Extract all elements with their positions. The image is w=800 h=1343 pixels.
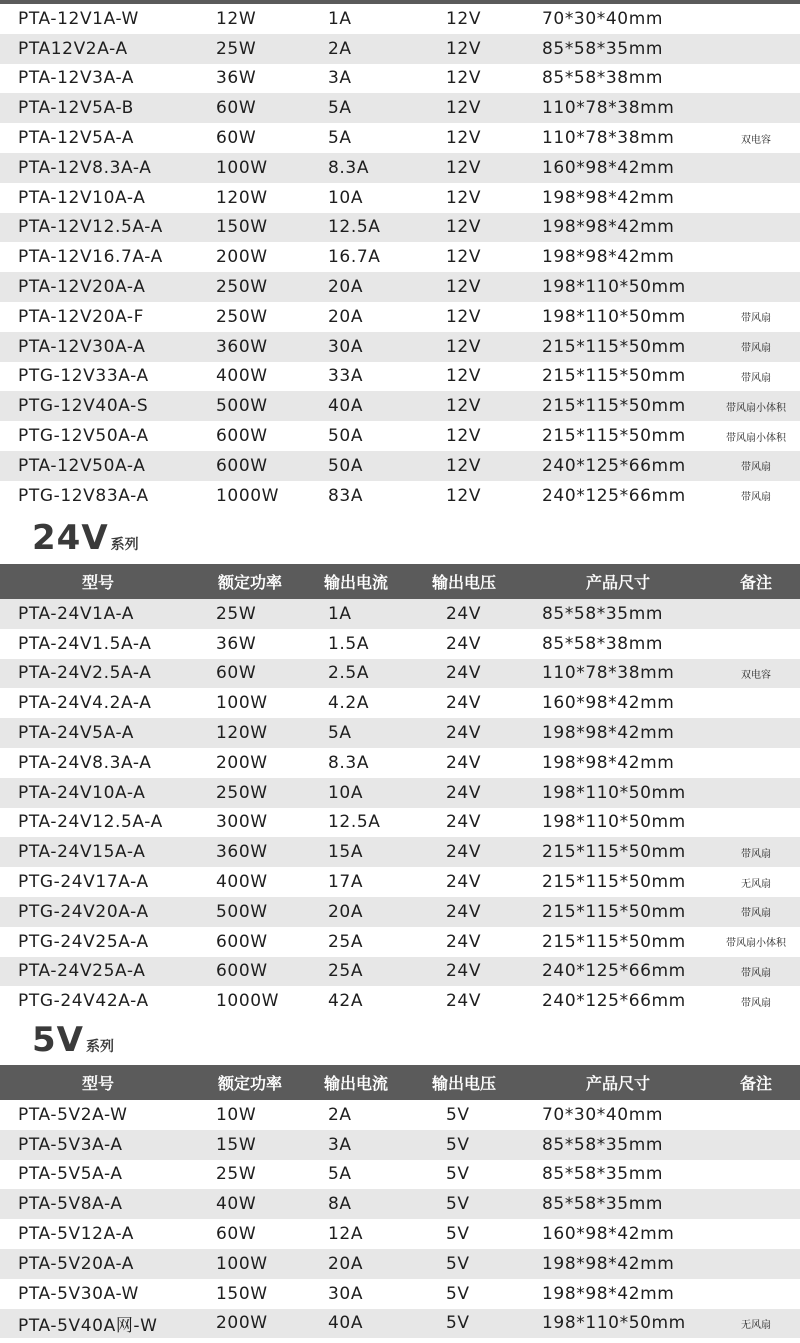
- table-cell: PTG-12V33A-A: [18, 366, 149, 387]
- table-cell: 120W: [216, 187, 268, 208]
- table-cell: 带风扇: [741, 492, 771, 504]
- table-cell: 198*110*50mm: [542, 782, 686, 803]
- table-cell: 110*78*38mm: [542, 128, 675, 149]
- table-cell: 60W: [216, 128, 257, 149]
- header-cell: 输出电流: [323, 573, 388, 592]
- table-cell: 85*58*35mm: [542, 1164, 664, 1185]
- table-row: [0, 1160, 800, 1190]
- table-header: [0, 1065, 800, 1100]
- table-cell: 30A: [328, 336, 364, 357]
- table-row: [0, 4, 800, 34]
- table-cell: PTA-24V1A-A: [18, 603, 135, 624]
- section-title-5v: [32, 1020, 114, 1060]
- table-cell: 24V: [446, 842, 482, 863]
- table-cell: 36W: [216, 68, 257, 89]
- table-cell: 12V: [446, 426, 482, 447]
- table-cell: 198*110*50mm: [542, 812, 686, 833]
- table-cell: 12V: [446, 336, 482, 357]
- table-row: [0, 867, 800, 897]
- table-cell: 160*98*42mm: [542, 693, 675, 714]
- table-cell: 50A: [328, 455, 364, 476]
- table-cell: 250W: [216, 782, 268, 803]
- table-cell: PTA12V2A-A: [18, 38, 128, 59]
- table-row: [0, 362, 800, 392]
- table-cell: 215*115*50mm: [542, 872, 686, 893]
- table-cell: 带风扇小体积: [726, 938, 786, 950]
- table-cell: 200W: [216, 752, 268, 773]
- table-cell: PTG-12V50A-A: [18, 426, 149, 447]
- header-cell: 备注: [739, 573, 772, 592]
- table-row: [0, 123, 800, 153]
- table-cell: 100W: [216, 693, 268, 714]
- table-cell: 5V: [446, 1224, 470, 1245]
- table-cell: 40A: [328, 1313, 364, 1334]
- table-cell: PTG-24V42A-A: [18, 991, 149, 1012]
- table-cell: 240*125*66mm: [542, 485, 686, 506]
- table-row: [0, 1189, 800, 1219]
- table-cell: 250W: [216, 306, 268, 327]
- table-cell: 215*115*50mm: [542, 901, 686, 922]
- table-cell: PTA-12V20A-A: [18, 277, 146, 298]
- table-cell: 24V: [446, 812, 482, 833]
- table-cell: 83A: [328, 485, 364, 506]
- table-cell: PTG-12V83A-A: [18, 485, 149, 506]
- table-cell: 120W: [216, 723, 268, 744]
- table-row: [0, 242, 800, 272]
- table-cell: 5V: [446, 1134, 470, 1155]
- table-cell: PTA-12V20A-F: [18, 306, 144, 327]
- table-cell: 带风扇: [741, 313, 771, 325]
- table-cell: 24V: [446, 991, 482, 1012]
- table-cell: PTA-24V5A-A: [18, 723, 135, 744]
- table-cell: 2A: [328, 1104, 352, 1125]
- table-cell: 25W: [216, 1164, 257, 1185]
- table-cell: 12V: [446, 396, 482, 417]
- table-cell: 600W: [216, 931, 268, 952]
- table-cell: 360W: [216, 336, 268, 357]
- table-cell: 带风扇: [741, 343, 771, 355]
- table-cell: 5A: [328, 723, 352, 744]
- table-row: [0, 64, 800, 94]
- table-cell: 12V: [446, 366, 482, 387]
- table-cell: 24V: [446, 693, 482, 714]
- table-cell: 25A: [328, 931, 364, 952]
- table-cell: 12V: [446, 8, 482, 29]
- table-cell: 17A: [328, 872, 364, 893]
- table-cell: 1A: [328, 8, 352, 29]
- table-cell: 400W: [216, 872, 268, 893]
- table-row: [0, 837, 800, 867]
- table-row: [0, 451, 800, 481]
- table-cell: PTA-24V10A-A: [18, 782, 146, 803]
- table-cell: 30A: [328, 1283, 364, 1304]
- table-cell: 带风扇: [741, 848, 771, 860]
- table-row: [0, 302, 800, 332]
- table-row: [0, 957, 800, 987]
- table-cell: 198*98*42mm: [542, 247, 675, 268]
- table-cell: 5V: [446, 1194, 470, 1215]
- table-cell: 5V: [446, 1253, 470, 1274]
- table-cell: 24V: [446, 961, 482, 982]
- table-cell: 12V: [446, 277, 482, 298]
- table-cell: 85*58*35mm: [542, 1134, 664, 1155]
- table-cell: 25A: [328, 961, 364, 982]
- table-cell: 双电容: [741, 669, 771, 681]
- table-cell: 12V: [446, 68, 482, 89]
- table-cell: 85*58*38mm: [542, 633, 664, 654]
- table-cell: 带风扇: [741, 372, 771, 384]
- table-cell: 5V: [446, 1313, 470, 1334]
- table-row: [0, 599, 800, 629]
- table-cell: 240*125*66mm: [542, 455, 686, 476]
- table-cell: 带风扇: [741, 967, 771, 979]
- table-row: [0, 183, 800, 213]
- table-cell: 5V: [446, 1283, 470, 1304]
- header-cell: 输出电流: [323, 1074, 388, 1093]
- table-cell: 1000W: [216, 485, 280, 506]
- table-cell: 150W: [216, 1283, 268, 1304]
- table-cell: 110*78*38mm: [542, 663, 675, 684]
- table-cell: 600W: [216, 426, 268, 447]
- table-cell: 12V: [446, 247, 482, 268]
- header-cell: 型号: [81, 1074, 114, 1093]
- table-cell: 5A: [328, 98, 352, 119]
- table-cell: PTA-12V5A-B: [18, 98, 134, 119]
- table-cell: 360W: [216, 842, 268, 863]
- table-row: [0, 718, 800, 748]
- header-cell: 型号: [81, 573, 114, 592]
- table-row: [0, 1279, 800, 1309]
- table-row: [0, 1100, 800, 1130]
- table-cell: PTA-12V1A-W: [18, 8, 139, 29]
- table-cell: 300W: [216, 812, 268, 833]
- table-cell: 40W: [216, 1194, 257, 1215]
- table-cell: 198*98*42mm: [542, 1283, 675, 1304]
- table-cell: 5A: [328, 1164, 352, 1185]
- table-row: [0, 34, 800, 64]
- table-cell: 50A: [328, 426, 364, 447]
- table-cell: 带风扇: [741, 462, 771, 474]
- table-cell: PTA-24V2.5A-A: [18, 663, 152, 684]
- table-row: [0, 1219, 800, 1249]
- table-12v-series: [0, 4, 800, 511]
- table-cell: 1A: [328, 603, 352, 624]
- table-cell: 600W: [216, 961, 268, 982]
- table-cell: PTA-12V5A-A: [18, 128, 135, 149]
- table-cell: PTA-24V1.5A-A: [18, 633, 152, 654]
- table-cell: 8.3A: [328, 157, 370, 178]
- table-cell: 85*58*35mm: [542, 38, 664, 59]
- table-cell: 12V: [446, 306, 482, 327]
- table-cell: PTG-24V25A-A: [18, 931, 149, 952]
- table-cell: 12V: [446, 98, 482, 119]
- table-cell: 12V: [446, 217, 482, 238]
- table-cell: PTA-5V5A-A: [18, 1164, 123, 1185]
- table-cell: PTA-12V16.7A-A: [18, 247, 163, 268]
- table-row: [0, 897, 800, 927]
- table-cell: 198*110*50mm: [542, 1313, 686, 1334]
- table-cell: 2.5A: [328, 663, 370, 684]
- table-header: [0, 564, 800, 599]
- table-cell: 85*58*35mm: [542, 603, 664, 624]
- table-cell: 3A: [328, 68, 352, 89]
- table-cell: PTA-24V4.2A-A: [18, 693, 152, 714]
- table-cell: 215*115*50mm: [542, 931, 686, 952]
- table-cell: 250W: [216, 277, 268, 298]
- table-cell: 60W: [216, 1224, 257, 1245]
- table-row: [0, 93, 800, 123]
- header-cell: 输出电压: [431, 1074, 496, 1093]
- table-cell: 24V: [446, 663, 482, 684]
- table-cell: 33A: [328, 366, 364, 387]
- section-title-suffix: 系列: [110, 537, 139, 553]
- table-cell: 240*125*66mm: [542, 991, 686, 1012]
- table-cell: 160*98*42mm: [542, 1224, 675, 1245]
- table-cell: 24V: [446, 603, 482, 624]
- table-row: [0, 688, 800, 718]
- table-cell: 198*98*42mm: [542, 723, 675, 744]
- header-cell: 额定功率: [217, 1074, 282, 1093]
- table-cell: 8.3A: [328, 752, 370, 773]
- table-cell: 带风扇: [741, 997, 771, 1009]
- section-title-main: 24V: [32, 518, 109, 558]
- table-cell: 12V: [446, 187, 482, 208]
- table-cell: PTA-5V2A-W: [18, 1104, 128, 1125]
- table-cell: 12V: [446, 485, 482, 506]
- table-cell: 200W: [216, 247, 268, 268]
- table-row: [0, 808, 800, 838]
- table-cell: 24V: [446, 872, 482, 893]
- table-cell: 10W: [216, 1104, 257, 1125]
- table-row: [0, 1309, 800, 1339]
- table-cell: PTA-24V15A-A: [18, 842, 146, 863]
- section-title-24v: [32, 518, 139, 558]
- table-cell: 215*115*50mm: [542, 426, 686, 447]
- table-cell: 12.5A: [328, 217, 381, 238]
- table-cell: 215*115*50mm: [542, 366, 686, 387]
- table-cell: 24V: [446, 633, 482, 654]
- table-row: [0, 272, 800, 302]
- table-cell: 24V: [446, 782, 482, 803]
- header-cell: 备注: [739, 1074, 772, 1093]
- table-cell: 100W: [216, 1253, 268, 1274]
- table-cell: 带风扇: [741, 908, 771, 920]
- table-cell: 1.5A: [328, 633, 370, 654]
- table-row: [0, 778, 800, 808]
- table-cell: 15A: [328, 842, 364, 863]
- table-cell: 110*78*38mm: [542, 98, 675, 119]
- table-row: [0, 332, 800, 362]
- table-cell: 20A: [328, 901, 364, 922]
- table-cell: 5A: [328, 128, 352, 149]
- table-cell: 12V: [446, 157, 482, 178]
- table-cell: 8A: [328, 1194, 352, 1215]
- table-cell: 240*125*66mm: [542, 961, 686, 982]
- table-cell: PTA-12V12.5A-A: [18, 217, 163, 238]
- table-cell: PTA-5V40A网-W: [18, 1315, 158, 1336]
- table-cell: 24V: [446, 723, 482, 744]
- table-cell: 25W: [216, 38, 257, 59]
- table-cell: 12A: [328, 1224, 364, 1245]
- header-cell: 产品尺寸: [585, 573, 650, 592]
- table-row: [0, 629, 800, 659]
- table-cell: 带风扇小体积: [726, 402, 786, 414]
- table-row: [0, 1249, 800, 1279]
- table-cell: 42A: [328, 991, 364, 1012]
- table-cell: PTG-24V20A-A: [18, 901, 149, 922]
- table-cell: 85*58*35mm: [542, 1194, 664, 1215]
- header-cell: 产品尺寸: [585, 1074, 650, 1093]
- table-cell: 198*110*50mm: [542, 306, 686, 327]
- table-cell: 215*115*50mm: [542, 336, 686, 357]
- table-cell: 12V: [446, 128, 482, 149]
- table-cell: 无风扇: [741, 878, 771, 890]
- table-row: [0, 1130, 800, 1160]
- table-row: [0, 391, 800, 421]
- table-row: [0, 481, 800, 511]
- table-cell: 215*115*50mm: [542, 842, 686, 863]
- table-cell: 2A: [328, 38, 352, 59]
- table-cell: 12W: [216, 8, 257, 29]
- table-cell: 85*58*38mm: [542, 68, 664, 89]
- table-row: [0, 927, 800, 957]
- table-cell: 5V: [446, 1164, 470, 1185]
- table-cell: 1000W: [216, 991, 280, 1012]
- table-cell: PTA-12V30A-A: [18, 336, 146, 357]
- table-cell: 16.7A: [328, 247, 381, 268]
- table-cell: 60W: [216, 98, 257, 119]
- table-cell: 12V: [446, 38, 482, 59]
- table-cell: PTA-24V25A-A: [18, 961, 146, 982]
- table-cell: 15W: [216, 1134, 257, 1155]
- table-cell: PTA-24V12.5A-A: [18, 812, 163, 833]
- table-cell: 12V: [446, 455, 482, 476]
- table-cell: 10A: [328, 782, 364, 803]
- table-cell: 无风扇: [741, 1319, 771, 1331]
- table-24v-series: [0, 564, 800, 1016]
- header-cell: 输出电压: [431, 573, 496, 592]
- table-cell: PTA-12V10A-A: [18, 187, 146, 208]
- table-row: [0, 748, 800, 778]
- table-cell: PTA-12V8.3A-A: [18, 157, 152, 178]
- table-cell: 10A: [328, 187, 364, 208]
- table-cell: 24V: [446, 752, 482, 773]
- table-cell: PTA-5V3A-A: [18, 1134, 123, 1155]
- table-cell: 5V: [446, 1104, 470, 1125]
- table-cell: PTA-24V8.3A-A: [18, 752, 152, 773]
- table-cell: PTG-24V17A-A: [18, 872, 149, 893]
- table-cell: 600W: [216, 455, 268, 476]
- table-row: [0, 986, 800, 1016]
- table-cell: PTA-5V20A-A: [18, 1253, 135, 1274]
- table-cell: 60W: [216, 663, 257, 684]
- table-cell: 20A: [328, 306, 364, 327]
- table-cell: 500W: [216, 901, 268, 922]
- table-row: [0, 421, 800, 451]
- table-5v-series: [0, 1065, 800, 1338]
- table-cell: 70*30*40mm: [542, 8, 664, 29]
- table-cell: 40A: [328, 396, 364, 417]
- section-title-main: 5V: [32, 1020, 84, 1060]
- table-cell: PTA-5V12A-A: [18, 1224, 135, 1245]
- table-cell: PTG-12V40A-S: [18, 396, 149, 417]
- table-cell: 198*110*50mm: [542, 277, 686, 298]
- table-cell: 24V: [446, 931, 482, 952]
- table-cell: 215*115*50mm: [542, 396, 686, 417]
- table-cell: 3A: [328, 1134, 352, 1155]
- table-cell: 160*98*42mm: [542, 157, 675, 178]
- table-cell: PTA-5V8A-A: [18, 1194, 123, 1215]
- table-cell: 带风扇小体积: [726, 432, 786, 444]
- table-row: [0, 659, 800, 689]
- table-row: [0, 213, 800, 243]
- table-cell: 200W: [216, 1313, 268, 1334]
- table-cell: PTA-12V3A-A: [18, 68, 135, 89]
- table-cell: 20A: [328, 1253, 364, 1274]
- section-title-suffix: 系列: [85, 1039, 114, 1055]
- table-cell: 198*98*42mm: [542, 1253, 675, 1274]
- table-cell: 12.5A: [328, 812, 381, 833]
- table-cell: 100W: [216, 157, 268, 178]
- table-cell: 20A: [328, 277, 364, 298]
- table-cell: 500W: [216, 396, 268, 417]
- table-cell: 双电容: [741, 134, 771, 146]
- header-cell: 额定功率: [217, 573, 282, 592]
- table-cell: PTA-12V50A-A: [18, 455, 146, 476]
- table-cell: 24V: [446, 901, 482, 922]
- table-cell: 36W: [216, 633, 257, 654]
- table-row: [0, 153, 800, 183]
- table-cell: 400W: [216, 366, 268, 387]
- table-cell: PTA-5V30A-W: [18, 1283, 139, 1304]
- table-cell: 198*98*42mm: [542, 217, 675, 238]
- table-cell: 4.2A: [328, 693, 370, 714]
- table-cell: 198*98*42mm: [542, 752, 675, 773]
- table-cell: 150W: [216, 217, 268, 238]
- table-cell: 25W: [216, 603, 257, 624]
- table-cell: 198*98*42mm: [542, 187, 675, 208]
- table-cell: 70*30*40mm: [542, 1104, 664, 1125]
